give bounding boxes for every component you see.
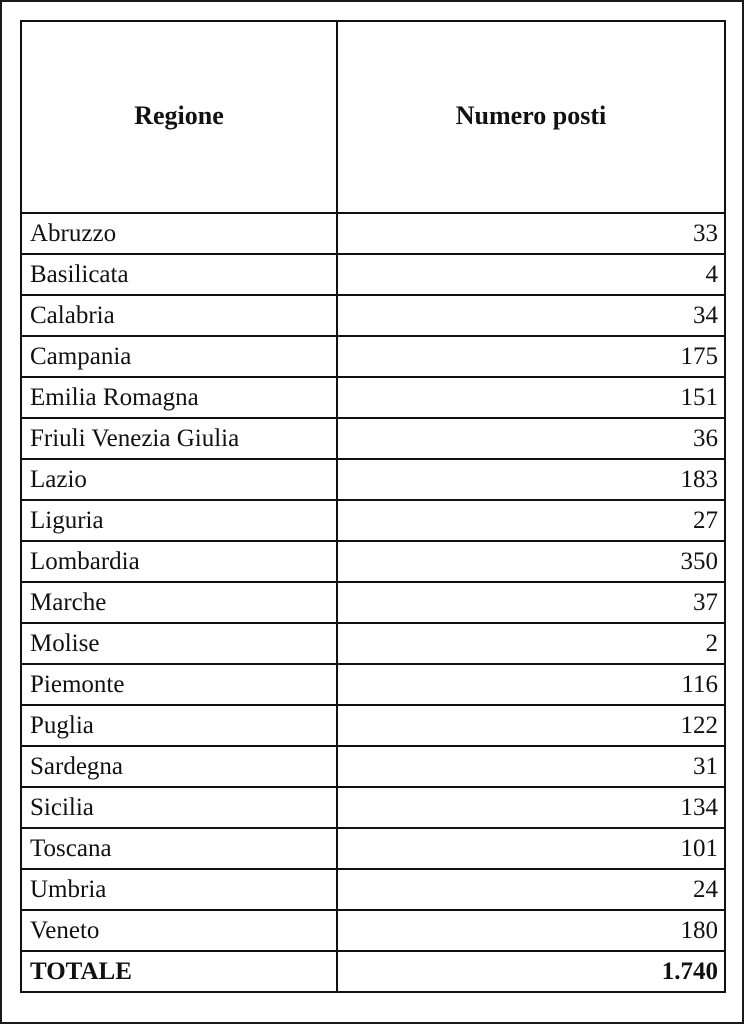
region-name-cell: Basilicata — [21, 254, 337, 295]
seat-count-cell: 101 — [337, 828, 725, 869]
header-region: Regione — [21, 21, 337, 213]
table-row — [21, 541, 725, 582]
region-name-cell: Sicilia — [21, 787, 337, 828]
seat-count-cell: 37 — [337, 582, 725, 623]
seat-count-cell: 122 — [337, 705, 725, 746]
seats-table-container — [20, 20, 726, 993]
region-name-cell: Veneto — [21, 910, 337, 951]
total-value: 1.740 — [337, 951, 725, 992]
region-name-cell: Campania — [21, 336, 337, 377]
total-label: TOTALE — [21, 951, 337, 992]
region-name-cell: Friuli Venezia Giulia — [21, 418, 337, 459]
table-row — [21, 787, 725, 828]
table-row — [21, 910, 725, 951]
region-name-cell: Calabria — [21, 295, 337, 336]
seats-by-region-table — [20, 20, 726, 993]
seat-count-cell: 34 — [337, 295, 725, 336]
region-name-cell: Lombardia — [21, 541, 337, 582]
total-row — [21, 951, 725, 992]
table-row — [21, 623, 725, 664]
table-row — [21, 459, 725, 500]
table-row — [21, 336, 725, 377]
region-name-cell: Marche — [21, 582, 337, 623]
table-row — [21, 828, 725, 869]
region-name-cell: Liguria — [21, 500, 337, 541]
region-name-cell: Molise — [21, 623, 337, 664]
table-row — [21, 254, 725, 295]
region-name-cell: Emilia Romagna — [21, 377, 337, 418]
table-body — [21, 213, 725, 951]
table-row — [21, 582, 725, 623]
seat-count-cell: 116 — [337, 664, 725, 705]
table-row — [21, 213, 725, 254]
region-name-cell: Sardegna — [21, 746, 337, 787]
table-row — [21, 746, 725, 787]
seat-count-cell: 24 — [337, 869, 725, 910]
region-name-cell: Umbria — [21, 869, 337, 910]
seat-count-cell: 175 — [337, 336, 725, 377]
region-name-cell: Piemonte — [21, 664, 337, 705]
table-header-row — [21, 21, 725, 213]
seat-count-cell: 4 — [337, 254, 725, 295]
region-name-cell: Abruzzo — [21, 213, 337, 254]
seat-count-cell: 151 — [337, 377, 725, 418]
table-row — [21, 705, 725, 746]
table-row — [21, 418, 725, 459]
seat-count-cell: 27 — [337, 500, 725, 541]
seat-count-cell: 183 — [337, 459, 725, 500]
region-name-cell: Puglia — [21, 705, 337, 746]
seat-count-cell: 36 — [337, 418, 725, 459]
table-row — [21, 869, 725, 910]
seat-count-cell: 2 — [337, 623, 725, 664]
table-row — [21, 500, 725, 541]
seat-count-cell: 31 — [337, 746, 725, 787]
seat-count-cell: 134 — [337, 787, 725, 828]
table-row — [21, 664, 725, 705]
seat-count-cell: 33 — [337, 213, 725, 254]
region-name-cell: Lazio — [21, 459, 337, 500]
table-row — [21, 377, 725, 418]
seat-count-cell: 180 — [337, 910, 725, 951]
header-seats: Numero posti — [337, 21, 725, 213]
seat-count-cell: 350 — [337, 541, 725, 582]
table-row — [21, 295, 725, 336]
region-name-cell: Toscana — [21, 828, 337, 869]
